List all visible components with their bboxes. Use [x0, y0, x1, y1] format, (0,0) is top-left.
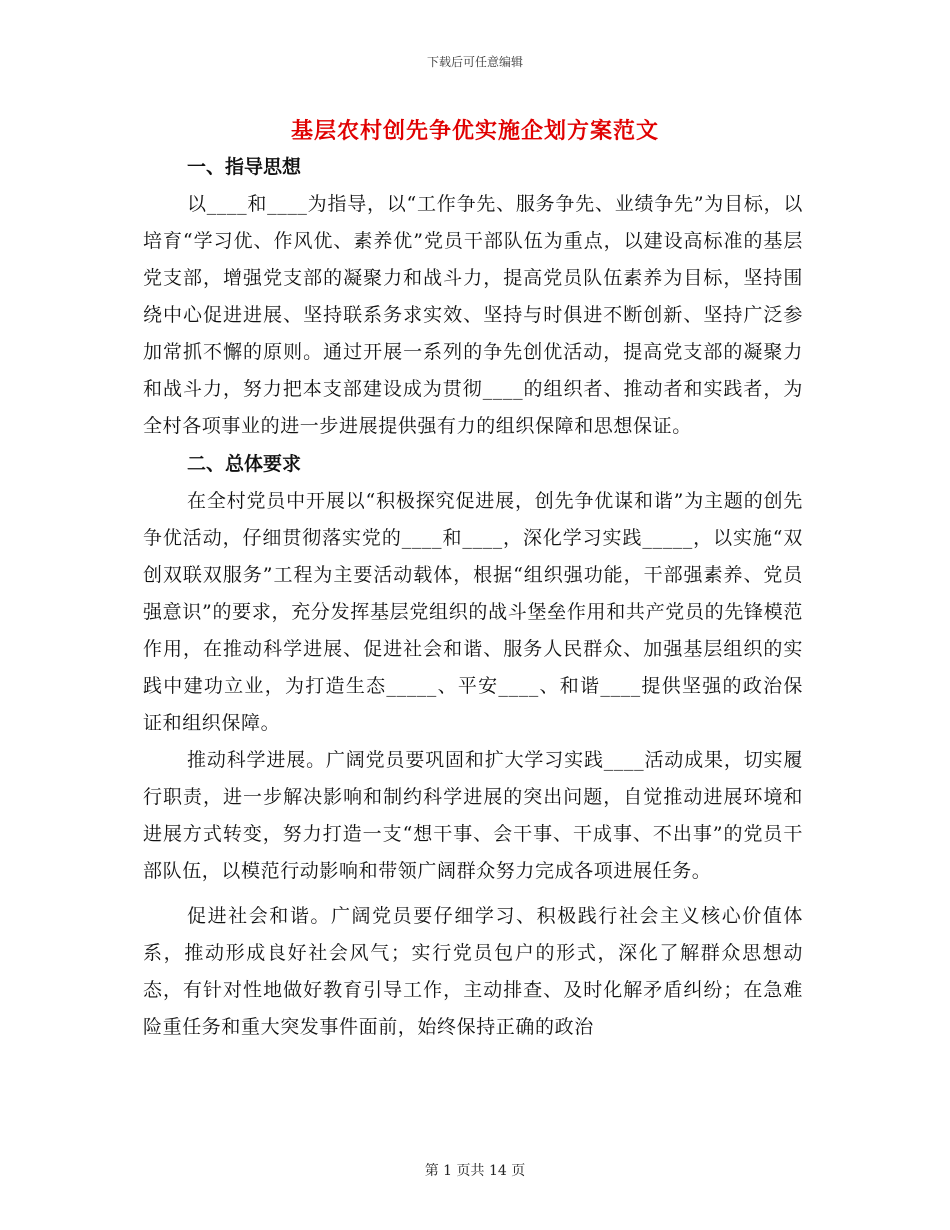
- paragraph-guiding-ideology: 以____和____为指导，以“工作争先、服务争先、业绩争先”为目标，以培育“学习优、作风优、素养优”党员干部队伍为重点，以建设高标准的基层党支部，增强党支部的凝聚力和战斗力，提高党员队伍素养为目标，坚持围绕中心促进进展、坚持联系务求实效、坚持与时俱进不断创新、坚持广泛参加常抓不懈的原则。通过开展一系列的争先创优活动，提高党支部的凝聚力和战斗力，努力把本支部建设成为贯彻____的组织者、推动者和实践者，为全村各项事业的进一步进展提供强有力的组织保障和思想保证。: [143, 193, 803, 437]
- section-heading-overall-requirements: 二、总体要求: [187, 453, 302, 475]
- document-title: 基层农村创先争优实施企划方案范文: [290, 118, 659, 144]
- page-number: 第 1 页共 14 页: [424, 1163, 526, 1179]
- paragraph-promote-harmony: 促进社会和谐。广阔党员要仔细学习、积极践行社会主义核心价值体系，推动形成良好社会风气；实行党员包户的形式，深化了解群众思想动态，有针对性地做好教育引导工作，主动排查、及时化解矛盾纠纷；在急难险重任务和重大突发事件面前，始终保持正确的政治: [143, 905, 803, 1038]
- header-note: 下载后可任意编辑: [426, 55, 523, 69]
- paragraph-promote-development: 推动科学进展。广阔党员要巩固和扩大学习实践____活动成果，切实履行职责，进一步解决影响和制约科学进展的突出问题，自觉推动进展环境和进展方式转变，努力打造一支“想干事、会干事、干成事、不出事”的党员干部队伍，以模范行动影响和带领广阔群众努力完成各项进展任务。: [143, 749, 803, 882]
- document-body: [143, 148, 803, 1046]
- section-heading-guiding-ideology: 一、指导思想: [187, 156, 302, 178]
- paragraph-overall-requirements: 在全村党员中开展以“积极探究促进展，创先争优谋和谐”为主题的创先争优活动，仔细贯彻落实党的____和____，深化学习实践_____，以实施“双创双联双服务”工程为主要活动载体，根据“组织强功能，干部强素养、党员强意识”的要求，充分发挥基层党组织的战斗堡垒作用和共产党员的先锋模范作用，在推动科学进展、促进社会和谐、服务人民群众、加强基层组织的实践中建功立业，为打造生态_____、平安____、和谐____提供坚强的政治保证和组织保障。: [143, 490, 803, 734]
